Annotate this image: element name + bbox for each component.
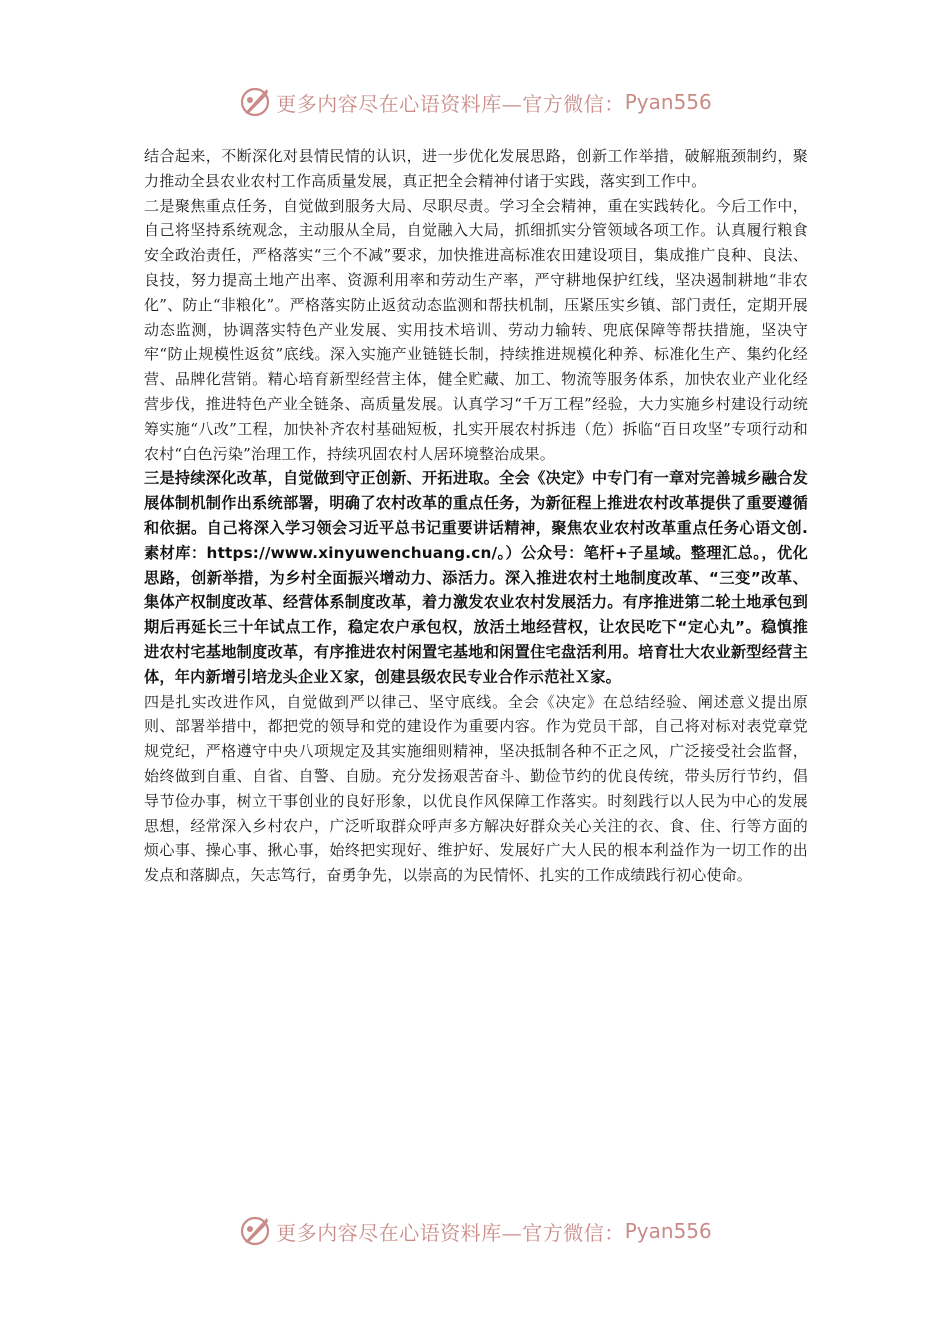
watermark-brand: Pyan556 xyxy=(624,90,712,114)
footer-watermark xyxy=(0,1211,950,1251)
paragraph-point-three: 三是持续深化改革，自觉做到守正创新、开拓进取。全会《决定》中专门有一章对完善城乡融合发展体制机制作出系统部署，明确了农村改革的重点任务，为新征程上推进农村改革提供了重要遵循和依据。自己将深入学习领会习近平总书记重要讲话精神，聚焦农业农村改革重点任务心语文创.素材库：https://www.xinyuwenchuang.cn/。）公众号：笔杆+子星域。整理汇总。，优化思路，创新举措，为乡村全面振兴增动力、添活力。深入推进农村土地制度改革、“三变”改革、集体产权制度改革、经营体系制度改革，着力激发农业农村发展活力。有序推进第二轮土地承包到期后再延长三十年试点工作，稳定农户承包权，放活土地经营权，让农民吃下“定心丸”。稳慎推进农村宅基地制度改革，有序推进农村闲置宅基地和闲置住宅盘活利用。培育壮大农业新型经营主体，年内新增引培龙头企业Ｘ家，创建县级农民专业合作示范社Ｘ家。 xyxy=(144,469,808,686)
quill-logo-icon xyxy=(238,85,272,119)
watermark-text: 更多内容尽在心语资料库—官方微信： xyxy=(276,1220,625,1245)
quill-logo-icon xyxy=(238,1214,272,1248)
paragraph-point-two: 二是聚焦重点任务，自觉做到服务大局、尽职尽责。学习全会精神，重在实践转化。今后工作中，自己将坚持系统观念，主动服从全局，自觉融入大局，抓细抓实分管领域各项工作。认真履行粮食安全政治责任，严格落实“三个不减”要求，加快推进高标准农田建设项目，集成推广良种、良法、良技，努力提高土地产出率、资源利用率和劳动生产率，严守耕地保护红线，坚决遏制耕地“非农化”、防止“非粮化”。严格落实防止返贫动态监测和帮扶机制，压紧压实乡镇、部门责任，定期开展动态监测，协调落实特色产业发展、实用技术培训、劳动力输转、兜底保障等帮扶措施，坚决守牢“防止规模性返贫”底线。深入实施产业链链长制，持续推进规模化种养、标准化生产、集约化经营、品牌化营销。精心培育新型经营主体，健全贮藏、加工、物流等服务体系，加快农业产业化经营步伐，推进特色产业全链条、高质量发展。认真学习“千万工程”经验，大力实施乡村建设行动统筹实施“八改”工程，加快补齐农村基础短板，扎实开展农村拆违（危）拆临“百日攻坚”专项行动和农村“白色污染”治理工作，持续巩固农村人居环境整治成果。 xyxy=(144,196,808,463)
watermark-brand: Pyan556 xyxy=(624,1219,712,1243)
paragraph-intro: 结合起来，不断深化对县情民情的认识，进一步优化发展思路，创新工作举措，破解瓶颈制约，聚力推动全县农业农村工作高质量发展，真正把全会精神付诸于实践，落实到工作中。 xyxy=(144,147,808,190)
paragraph-point-four: 四是扎实改进作风，自觉做到严以律己、坚守底线。全会《决定》在总结经验、阐述意义提出原则、部署举措中，都把党的领导和党的建设作为重要内容。作为党员干部，自己将对标对表党章党规党纪，严格遵守中央八项规定及其实施细则精神，坚决抵制各种不正之风，广泛接受社会监督，始终做到自重、自省、自警、自励。充分发扬艰苦奋斗、勤俭节约的优良传统，带头厉行节约，倡导节俭办事，树立干事创业的良好形象，以优良作风保障工作落实。时刻践行以人民为中心的发展思想，经常深入乡村农户，广泛听取群众呼声多方解决好群众关心关注的衣、食、住、行等方面的烦心事、操心事、揪心事，始终把实现好、维护好、发展好广大人民的根本利益作为一切工作的出发点和落脚点，矢志笃行，奋勇争先，以崇高的为民情怀、扎实的工作成绩践行初心使命。 xyxy=(144,692,808,885)
document-body xyxy=(144,144,808,888)
header-watermark xyxy=(0,82,950,122)
watermark-text: 更多内容尽在心语资料库—官方微信： xyxy=(276,91,625,116)
